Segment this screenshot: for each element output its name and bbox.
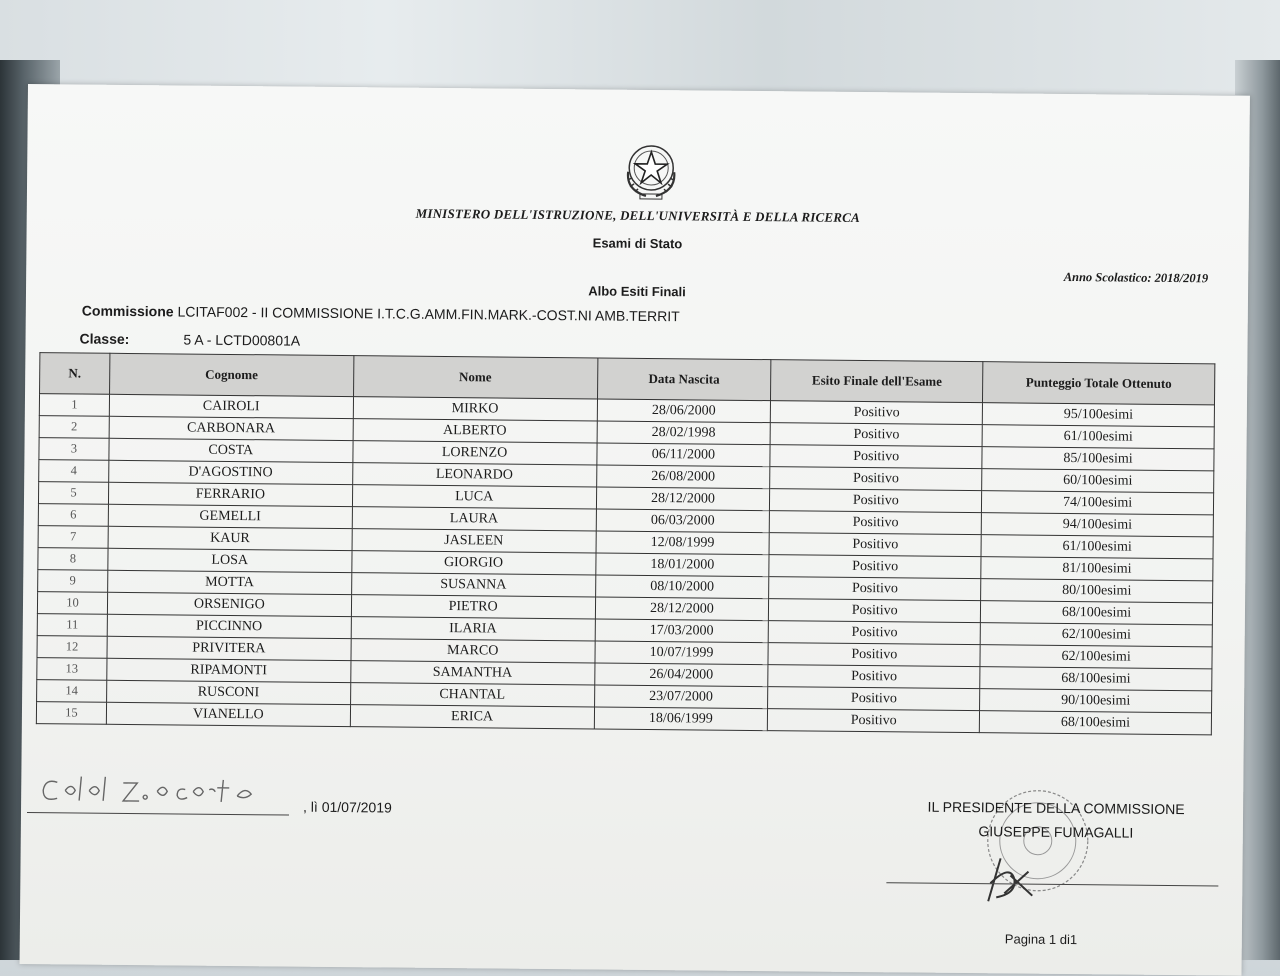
cell-data: 23/07/2000 xyxy=(594,685,768,709)
cell-punteggio: 68/100esimi xyxy=(981,601,1213,625)
cell-cognome: PRIVITERA xyxy=(107,636,351,660)
class-label: Classe: xyxy=(79,330,130,347)
cell-cognome: D'AGOSTINO xyxy=(109,460,353,484)
cell-punteggio: 68/100esimi xyxy=(980,667,1212,691)
cell-nome: LAURA xyxy=(352,507,596,531)
cell-esito: Positivo xyxy=(768,709,980,733)
cell-punteggio: 90/100esimi xyxy=(980,689,1212,713)
cell-n: 14 xyxy=(37,680,107,703)
cell-nome: ALBERTO xyxy=(353,419,597,443)
cell-cognome: KAUR xyxy=(108,526,352,550)
cell-data: 10/07/1999 xyxy=(594,641,768,665)
cell-cognome: ORSENIGO xyxy=(107,592,351,616)
cell-data: 17/03/2000 xyxy=(595,619,769,643)
cell-punteggio: 74/100esimi xyxy=(982,491,1214,515)
cell-data: 26/08/2000 xyxy=(596,465,770,489)
cell-data: 26/04/2000 xyxy=(594,663,768,687)
handwritten-place-signature xyxy=(27,764,297,817)
class-value: 5 A - LCTD00801A xyxy=(183,331,301,349)
cell-cognome: VIANELLO xyxy=(106,702,350,726)
header-esito: Esito Finale dell'Esame xyxy=(771,360,983,403)
cell-esito: Positivo xyxy=(770,511,982,535)
cell-cognome: FERRARIO xyxy=(108,482,352,506)
cell-nome: PIETRO xyxy=(351,595,595,619)
cell-cognome: MOTTA xyxy=(108,570,352,594)
cell-esito: Positivo xyxy=(769,555,981,579)
cell-punteggio: 85/100esimi xyxy=(982,447,1214,471)
cell-data: 12/08/1999 xyxy=(596,531,770,555)
cell-n: 11 xyxy=(37,614,107,637)
cell-nome: ERICA xyxy=(350,705,594,729)
cell-data: 08/10/2000 xyxy=(595,575,769,599)
cell-data: 06/03/2000 xyxy=(596,509,770,533)
cell-n: 12 xyxy=(37,636,107,659)
school-year: Anno Scolastico: 2018/2019 xyxy=(1063,269,1209,286)
president-name: GIUSEPPE FUMAGALLI xyxy=(978,823,1134,841)
cell-data: 28/06/2000 xyxy=(597,399,771,423)
cell-n: 1 xyxy=(39,394,109,417)
cell-n: 6 xyxy=(38,504,108,527)
cell-esito: Positivo xyxy=(769,599,981,623)
cell-n: 10 xyxy=(37,592,107,615)
cell-n: 7 xyxy=(38,526,108,549)
cell-esito: Positivo xyxy=(769,577,981,601)
cell-n: 15 xyxy=(36,702,106,725)
cell-data: 06/11/2000 xyxy=(596,443,770,467)
document-page xyxy=(20,84,1250,976)
cell-n: 13 xyxy=(37,658,107,681)
cell-nome: SUSANNA xyxy=(351,573,595,597)
cell-cognome: LOSA xyxy=(108,548,352,572)
cell-n: 3 xyxy=(39,438,109,461)
cell-cognome: COSTA xyxy=(109,438,353,462)
cell-nome: LEONARDO xyxy=(352,463,596,487)
header-n: N. xyxy=(40,353,110,395)
cell-punteggio: 60/100esimi xyxy=(982,469,1214,493)
cell-esito: Positivo xyxy=(769,621,981,645)
president-signature xyxy=(970,853,1051,909)
cell-punteggio: 94/100esimi xyxy=(981,513,1213,537)
commission-value: LCITAF002 - II COMMISSIONE I.T.C.G.AMM.FIN.MARK.-COST.NI AMB.TERRIT xyxy=(177,303,680,325)
cell-punteggio: 62/100esimi xyxy=(980,645,1212,669)
cell-esito: Positivo xyxy=(770,489,982,513)
cell-data: 18/01/2000 xyxy=(595,553,769,577)
cell-nome: CHANTAL xyxy=(350,683,594,707)
class-line xyxy=(79,331,300,349)
page-number: Pagina 1 di1 xyxy=(1004,931,1078,948)
cell-data: 28/02/1998 xyxy=(597,421,771,445)
cell-data: 18/06/1999 xyxy=(594,707,768,731)
cell-cognome: RIPAMONTI xyxy=(107,658,351,682)
commission-label: Commissione xyxy=(81,302,174,320)
cell-n: 5 xyxy=(38,482,108,505)
cell-cognome: GEMELLI xyxy=(108,504,352,528)
cell-esito: Positivo xyxy=(770,445,982,469)
albo-title: Albo Esiti Finali xyxy=(588,283,686,300)
cell-data: 28/12/2000 xyxy=(595,597,769,621)
cell-punteggio: 81/100esimi xyxy=(981,557,1213,581)
place-date: , lì 01/07/2019 xyxy=(302,798,392,816)
cell-nome: LORENZO xyxy=(353,441,597,465)
header-cognome: Cognome xyxy=(109,353,353,396)
cell-nome: MARCO xyxy=(351,639,595,663)
header-nome: Nome xyxy=(353,356,597,399)
cell-nome: SAMANTHA xyxy=(350,661,594,685)
cell-punteggio: 61/100esimi xyxy=(982,425,1214,449)
cell-punteggio: 80/100esimi xyxy=(981,579,1213,603)
commission-line xyxy=(82,303,680,325)
cell-punteggio: 95/100esimi xyxy=(982,403,1214,427)
cell-cognome: CARBONARA xyxy=(109,416,353,440)
cell-esito: Positivo xyxy=(768,643,980,667)
cell-data: 28/12/2000 xyxy=(596,487,770,511)
header-data-nascita: Data Nascita xyxy=(597,358,771,401)
cell-esito: Positivo xyxy=(771,401,983,425)
background-wall-top xyxy=(0,0,1280,95)
cell-esito: Positivo xyxy=(768,687,980,711)
cell-n: 4 xyxy=(39,460,109,483)
results-table xyxy=(36,352,1216,735)
cell-nome: JASLEEN xyxy=(352,529,596,553)
cell-esito: Positivo xyxy=(770,467,982,491)
cell-cognome: PICCINNO xyxy=(107,614,351,638)
cell-n: 9 xyxy=(38,570,108,593)
ministry-title: MINISTERO DELL'ISTRUZIONE, DELL'UNIVERSITÀ E DELLA RICERCA xyxy=(415,205,860,225)
cell-n: 2 xyxy=(39,416,109,439)
cell-cognome: CAIROLI xyxy=(109,394,353,418)
header-punteggio: Punteggio Totale Ottenuto xyxy=(983,362,1215,405)
cell-esito: Positivo xyxy=(769,533,981,557)
cell-nome: ILARIA xyxy=(351,617,595,641)
cell-nome: MIRKO xyxy=(353,397,597,421)
cell-punteggio: 68/100esimi xyxy=(979,711,1211,735)
cell-esito: Positivo xyxy=(768,665,980,689)
president-title: IL PRESIDENTE DELLA COMMISSIONE xyxy=(927,798,1185,818)
cell-punteggio: 62/100esimi xyxy=(980,623,1212,647)
exam-subtitle: Esami di Stato xyxy=(592,235,683,252)
cell-cognome: RUSCONI xyxy=(106,680,350,704)
cell-n: 8 xyxy=(38,548,108,571)
cell-esito: Positivo xyxy=(770,423,982,447)
cell-nome: LUCA xyxy=(352,485,596,509)
cell-nome: GIORGIO xyxy=(352,551,596,575)
cell-punteggio: 61/100esimi xyxy=(981,535,1213,559)
italian-emblem-icon xyxy=(620,138,683,203)
